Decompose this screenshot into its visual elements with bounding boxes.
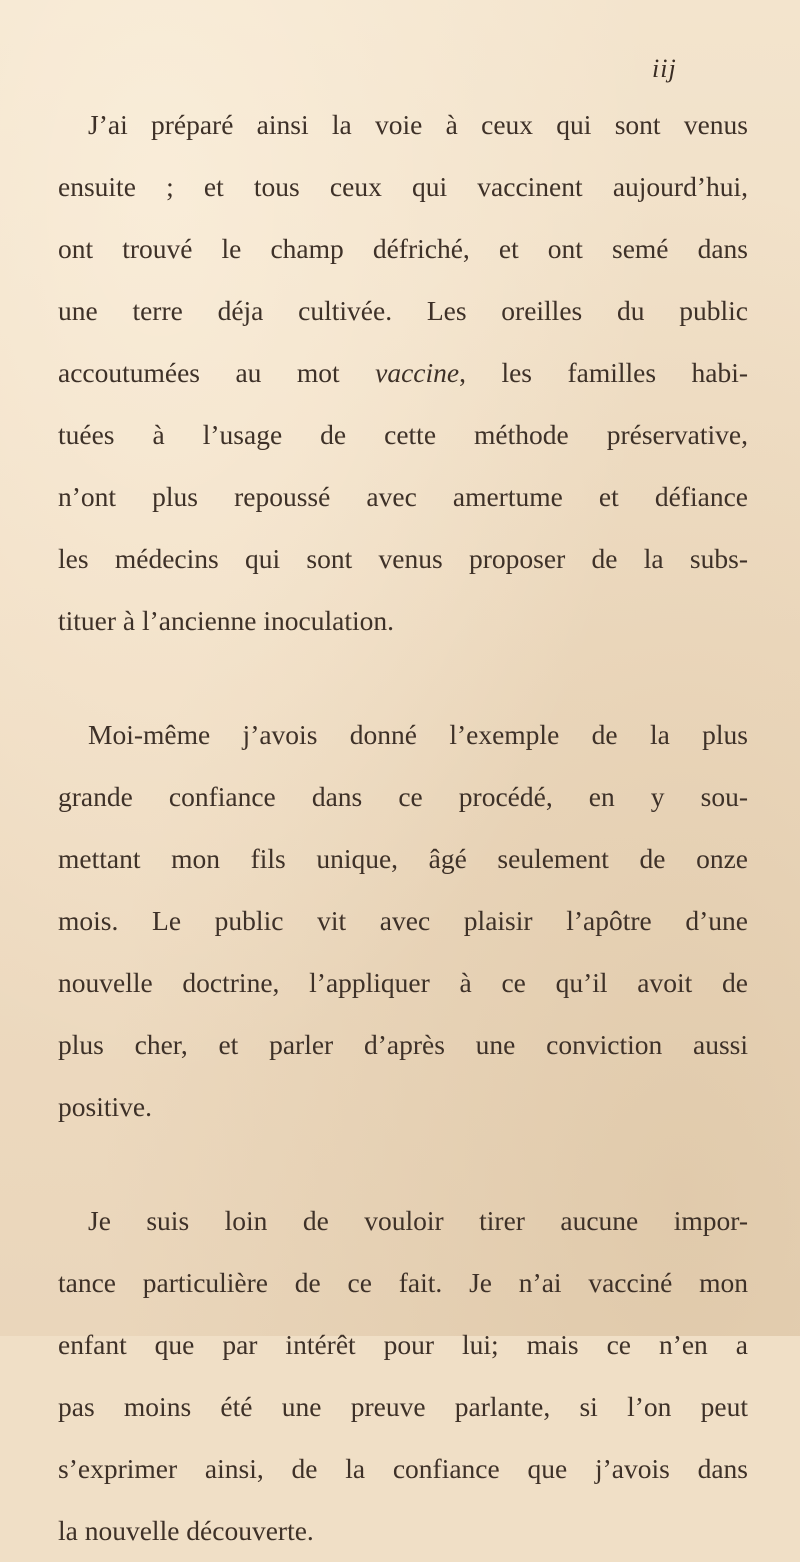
text-line: Je suis loin de vouloir tirer aucune impor- <box>88 1205 748 1236</box>
text-line-with-italic: accoutumées au mot vaccine, les familles habi- <box>58 357 749 388</box>
text-line: enfant que par intérêt pour lui; mais ce n’en a <box>58 1329 748 1360</box>
paragraph-1 <box>58 94 748 652</box>
text-line: tance particulière de ce fait. Je n’ai vacciné mon <box>58 1267 748 1298</box>
text-line: grande confiance dans ce procédé, en y sou- <box>58 781 748 812</box>
text-line: ensuite ; et tous ceux qui vaccinent aujourd’hui, <box>58 171 748 202</box>
text-line: tuées à l’usage de cette méthode préservative, <box>58 419 748 450</box>
text-line: une terre déja cultivée. Les oreilles du public <box>58 295 748 326</box>
text-line: ont trouvé le champ défriché, et ont semé dans <box>58 233 748 264</box>
page-text <box>58 94 748 1562</box>
text-line: les médecins qui sont venus proposer de la subs- <box>58 543 748 574</box>
text-line: la nouvelle découverte. <box>58 1515 314 1546</box>
paragraph-3 <box>58 1190 748 1562</box>
paragraph-gap <box>58 652 748 704</box>
paragraph-2 <box>58 704 748 1138</box>
paragraph-gap <box>58 1138 748 1190</box>
text-line: s’exprimer ainsi, de la confiance que j’avois dans <box>58 1453 748 1484</box>
text-line: plus cher, et parler d’après une conviction aussi <box>58 1029 748 1060</box>
italic-word-vaccine: vaccine <box>375 357 460 388</box>
text-line: n’ont plus repoussé avec amertume et défiance <box>58 481 748 512</box>
text-line: pas moins été une preuve parlante, si l’on peut <box>58 1391 748 1422</box>
text-line: mois. Le public vit avec plaisir l’apôtre d’une <box>58 905 748 936</box>
page-number: iij <box>652 54 677 83</box>
text-line: mettant mon fils unique, âgé seulement de onze <box>58 843 748 874</box>
text-line: J’ai préparé ainsi la voie à ceux qui sont venus <box>88 109 748 140</box>
text-line: tituer à l’ancienne inoculation. <box>58 605 394 636</box>
text-line: Moi-même j’avois donné l’exemple de la plus <box>88 719 748 750</box>
text-line: positive. <box>58 1091 152 1122</box>
text-line: nouvelle doctrine, l’appliquer à ce qu’il avoit de <box>58 967 748 998</box>
